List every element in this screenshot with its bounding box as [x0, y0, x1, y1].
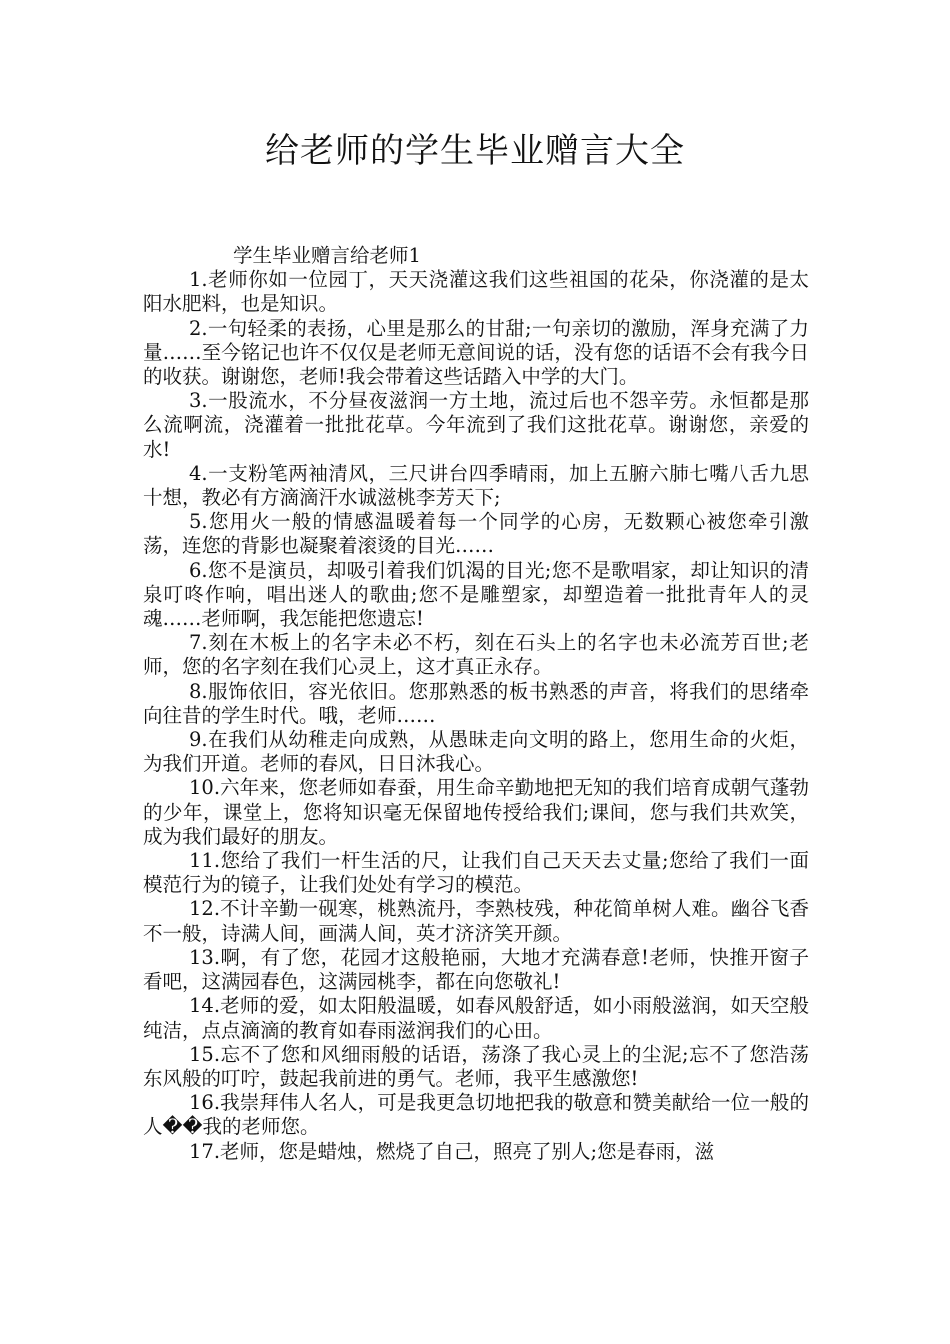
- paragraph-4: 4.一支粉笔两袖清风，三尺讲台四季晴雨，加上五腑六肺七嘴八舌九思十想，教必有方滴滴汗水诚滋桃李芳天下;: [143, 461, 809, 510]
- paragraph-7: 7.刻在木板上的名字未必不朽，刻在石头上的名字也未必流芳百世;老师，您的名字刻在我们心灵上，这才真正永存。: [143, 631, 809, 679]
- paragraph-9: 9.在我们从幼稚走向成熟，从愚昧走向文明的路上，您用生命的火炬，为我们开道。老师的春风，日日沐我心。: [143, 728, 809, 776]
- paragraph-8: 8.服饰依旧，容光依旧。您那熟悉的板书熟悉的声音，将我们的思绪牵向往昔的学生时代。哦，老师……: [143, 679, 809, 727]
- paragraph-6: 6.您不是演员，却吸引着我们饥渴的目光;您不是歌唱家，却让知识的清泉叮咚作响，唱出迷人的歌曲;您不是雕塑家，却塑造着一批批青年人的灵魂……老师啊，我怎能把您遗忘!: [143, 558, 809, 631]
- paragraph-3: 3.一股流水，不分昼夜滋润一方土地，流过后也不怨辛劳。永恒都是那么流啊流，浇灌着一批批花草。今年流到了我们这批花草。谢谢您，亲爱的水!: [143, 389, 809, 461]
- paragraph-13: 13.啊，有了您，花园才这般艳丽，大地才充满春意!老师，快推开窗子看吧，这满园春色，这满园桃李，都在向您敬礼!: [143, 945, 809, 994]
- paragraph-11: 11.您给了我们一杆生活的尺，让我们自己天天去丈量;您给了我们一面模范行为的镜子，让我们处处有学习的模范。: [143, 849, 809, 897]
- paragraph-15: 15.忘不了您和风细雨般的话语，荡涤了我心灵上的尘泥;忘不了您浩荡东风般的叮咛，鼓起我前进的勇气。老师，我平生感激您!: [143, 1042, 809, 1090]
- paragraph-1: 1.老师你如一位园丁，天天浇灌这我们这些祖国的花朵，你浇灌的是太阳水肥料，也是知识。: [143, 268, 809, 316]
- document-title: 给老师的学生毕业赠言大全: [265, 131, 685, 171]
- paragraph-17: 17.老师，您是蜡烛，燃烧了自己，照亮了别人;您是春雨，滋: [189, 1139, 715, 1163]
- paragraph-5: 5.您用火一般的情感温暖着每一个同学的心房，无数颗心被您牵引激荡，连您的背影也凝聚着滚烫的目光……: [143, 510, 809, 558]
- paragraph-14: 14.老师的爱，如太阳般温暖，如春风般舒适，如小雨般滋润，如天空般纯洁，点点滴滴的教育如春雨滋润我们的心田。: [143, 994, 809, 1042]
- paragraph-12: 12.不计辛勤一砚寒，桃熟流丹，李熟枝残，种花简单树人难。幽谷飞香不一般，诗满人间，画满人间，英才济济笑开颜。: [143, 897, 809, 945]
- section-heading: 学生毕业赠言给老师1: [233, 244, 421, 267]
- paragraph-2: 2.一句轻柔的表扬，心里是那么的甘甜;一句亲切的激励，浑身充满了力量……至今铭记也许不仅仅是老师无意间说的话，没有您的话语不会有我今日的收获。谢谢您，老师!我会带着这些话踏入中学的大门。: [143, 316, 809, 389]
- document-body: [143, 244, 809, 1164]
- paragraph-16: 16.我崇拜伟人名人，可是我更急切地把我的敬意和赞美献给一位一般的人��我的老师您。: [143, 1091, 809, 1139]
- paragraph-10: 10.六年来，您老师如春蚕，用生命辛勤地把无知的我们培育成朝气蓬勃的少年，课堂上，您将知识毫无保留地传授给我们;课间，您与我们共欢笑，成为我们最好的朋友。: [143, 776, 809, 848]
